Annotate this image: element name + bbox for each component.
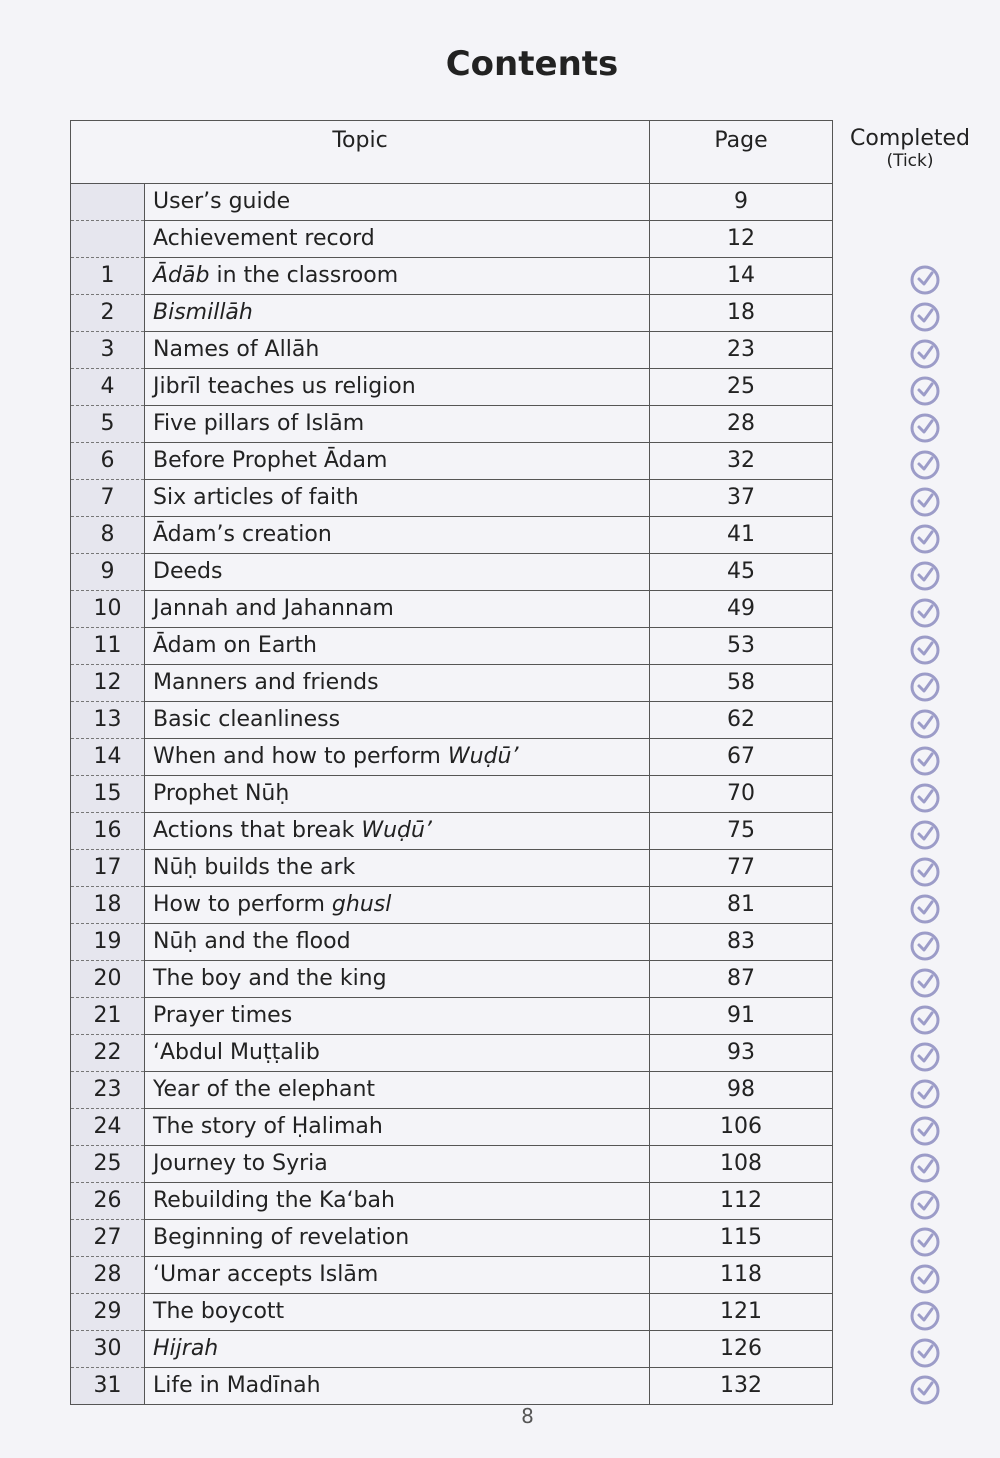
chapter-page: 25 xyxy=(650,369,833,406)
topic-italic-part: Wuḍū’ xyxy=(447,744,519,769)
topic-text: How to perform xyxy=(153,892,332,917)
chapter-page: 9 xyxy=(650,184,833,221)
table-row xyxy=(71,1072,833,1109)
topic-text: Jibrīl teaches us religion xyxy=(153,374,416,399)
chapter-page: 121 xyxy=(650,1294,833,1331)
chapter-number: 4 xyxy=(71,369,145,406)
topic-text: When and how to perform xyxy=(153,744,448,769)
check-circle-icon[interactable] xyxy=(910,1190,940,1220)
table-row xyxy=(71,702,833,739)
chapter-topic xyxy=(145,258,650,295)
header-topic: Topic xyxy=(71,121,650,184)
topic-text: Before Prophet Ādam xyxy=(153,448,388,473)
chapter-topic xyxy=(145,1257,650,1294)
chapter-number: 16 xyxy=(71,813,145,850)
check-circle-icon[interactable] xyxy=(910,265,940,295)
table-row xyxy=(71,1035,833,1072)
chapter-page: 93 xyxy=(650,1035,833,1072)
check-circle-icon[interactable] xyxy=(910,709,940,739)
chapter-number: 21 xyxy=(71,998,145,1035)
topic-text: Actions that break xyxy=(153,818,362,843)
chapter-topic xyxy=(145,406,650,443)
chapter-page: 53 xyxy=(650,628,833,665)
chapter-page: 28 xyxy=(650,406,833,443)
table-body xyxy=(71,184,833,1405)
topic-text: Manners and friends xyxy=(153,670,379,695)
chapter-topic xyxy=(145,332,650,369)
chapter-number: 3 xyxy=(71,332,145,369)
topic-italic-part: ghusl xyxy=(331,892,392,917)
chapter-page: 12 xyxy=(650,221,833,258)
topic-text: The story of Ḥalimah xyxy=(153,1114,383,1139)
table-row xyxy=(71,1220,833,1257)
chapter-topic xyxy=(145,628,650,665)
topic-text: Jannah and Jahannam xyxy=(153,596,394,621)
chapter-page: 106 xyxy=(650,1109,833,1146)
chapter-page: 45 xyxy=(650,554,833,591)
chapter-page: 41 xyxy=(650,517,833,554)
check-circle-icon[interactable] xyxy=(910,635,940,665)
chapter-topic xyxy=(145,1331,650,1368)
chapter-number: 17 xyxy=(71,850,145,887)
check-circle-icon[interactable] xyxy=(910,672,940,702)
chapter-topic xyxy=(145,1146,650,1183)
check-circle-icon[interactable] xyxy=(910,1042,940,1072)
topic-text: Prophet Nūḥ xyxy=(153,781,290,806)
chapter-page: 67 xyxy=(650,739,833,776)
chapter-page: 32 xyxy=(650,443,833,480)
chapter-number: 26 xyxy=(71,1183,145,1220)
chapter-page: 37 xyxy=(650,480,833,517)
chapter-page: 23 xyxy=(650,332,833,369)
chapter-page: 70 xyxy=(650,776,833,813)
chapter-topic xyxy=(145,1294,650,1331)
check-circle-icon[interactable] xyxy=(910,1153,940,1183)
chapter-page: 132 xyxy=(650,1368,833,1405)
contents-table xyxy=(70,120,833,1405)
check-circle-icon[interactable] xyxy=(910,1375,940,1405)
chapter-topic xyxy=(145,776,650,813)
chapter-number: 6 xyxy=(71,443,145,480)
topic-italic-part: Wuḍū’ xyxy=(361,818,432,843)
check-circle-icon[interactable] xyxy=(910,487,940,517)
chapter-topic xyxy=(145,591,650,628)
table-row xyxy=(71,295,833,332)
check-circle-icon[interactable] xyxy=(910,339,940,369)
chapter-number: 9 xyxy=(71,554,145,591)
check-circle-icon[interactable] xyxy=(910,1116,940,1146)
chapter-topic xyxy=(145,1220,650,1257)
topic-text: Five pillars of Islām xyxy=(153,411,365,436)
chapter-number: 5 xyxy=(71,406,145,443)
table-row xyxy=(71,813,833,850)
chapter-number: 30 xyxy=(71,1331,145,1368)
topic-text: Rebuilding the Ka‘bah xyxy=(153,1188,395,1213)
header-completed xyxy=(840,126,980,171)
table-row xyxy=(71,1109,833,1146)
table-row xyxy=(71,480,833,517)
table-row xyxy=(71,665,833,702)
chapter-number: 31 xyxy=(71,1368,145,1405)
topic-text: The boy and the king xyxy=(153,966,387,991)
chapter-page: 18 xyxy=(650,295,833,332)
chapter-topic xyxy=(145,554,650,591)
table-row xyxy=(71,1368,833,1405)
chapter-topic xyxy=(145,1109,650,1146)
chapter-topic xyxy=(145,369,650,406)
table-row xyxy=(71,332,833,369)
chapter-number: 1 xyxy=(71,258,145,295)
check-circle-icon[interactable] xyxy=(910,524,940,554)
chapter-page: 62 xyxy=(650,702,833,739)
topic-text: Life in Madīnah xyxy=(153,1373,321,1398)
check-circle-icon[interactable] xyxy=(910,857,940,887)
table-row xyxy=(71,1257,833,1294)
chapter-number: 12 xyxy=(71,665,145,702)
chapter-topic xyxy=(145,443,650,480)
table-row xyxy=(71,887,833,924)
chapter-topic xyxy=(145,184,650,221)
topic-text: Prayer times xyxy=(153,1003,293,1028)
topic-text: Six articles of faith xyxy=(153,485,359,510)
chapter-topic xyxy=(145,813,650,850)
check-circle-icon[interactable] xyxy=(910,1338,940,1368)
chapter-topic xyxy=(145,665,650,702)
chapter-number: 18 xyxy=(71,887,145,924)
table-header-row xyxy=(71,121,833,184)
table-row xyxy=(71,961,833,998)
chapter-number: 29 xyxy=(71,1294,145,1331)
topic-text: Nūḥ and the flood xyxy=(153,929,351,954)
table-row xyxy=(71,554,833,591)
check-circle-icon[interactable] xyxy=(910,746,940,776)
table-row xyxy=(71,406,833,443)
chapter-page: 77 xyxy=(650,850,833,887)
check-circle-icon[interactable] xyxy=(910,968,940,998)
check-circle-icon[interactable] xyxy=(910,561,940,591)
topic-text: Achievement record xyxy=(153,226,375,251)
chapter-topic xyxy=(145,961,650,998)
topic-text: Hijrah xyxy=(153,1336,219,1361)
check-circle-icon[interactable] xyxy=(910,1005,940,1035)
topic-italic-part: Ādāb xyxy=(153,263,210,288)
chapter-number: 27 xyxy=(71,1220,145,1257)
page-title: Contents xyxy=(445,44,619,84)
chapter-page: 83 xyxy=(650,924,833,961)
chapter-page: 91 xyxy=(650,998,833,1035)
check-circle-icon[interactable] xyxy=(910,450,940,480)
check-circle-icon[interactable] xyxy=(910,1301,940,1331)
table-row xyxy=(71,1146,833,1183)
chapter-topic xyxy=(145,1368,650,1405)
topic-text: ‘Umar accepts Islām xyxy=(153,1262,379,1287)
chapter-topic xyxy=(145,702,650,739)
table-row xyxy=(71,184,833,221)
topic-text: Basic cleanliness xyxy=(153,707,341,732)
chapter-page: 87 xyxy=(650,961,833,998)
chapter-number: 28 xyxy=(71,1257,145,1294)
check-circle-icon[interactable] xyxy=(910,783,940,813)
chapter-topic xyxy=(145,998,650,1035)
check-circle-icon[interactable] xyxy=(910,302,940,332)
table-row xyxy=(71,1331,833,1368)
check-circle-icon[interactable] xyxy=(910,1264,940,1294)
table-row xyxy=(71,1294,833,1331)
chapter-number: 24 xyxy=(71,1109,145,1146)
table-row xyxy=(71,850,833,887)
topic-text: Beginning of revelation xyxy=(153,1225,410,1250)
topic-text: ‘Abdul Muṭṭalib xyxy=(153,1040,320,1065)
chapter-number: 11 xyxy=(71,628,145,665)
table-row xyxy=(71,628,833,665)
chapter-number: 22 xyxy=(71,1035,145,1072)
table-row xyxy=(71,739,833,776)
chapter-topic xyxy=(145,1072,650,1109)
chapter-page: 118 xyxy=(650,1257,833,1294)
table-row xyxy=(71,591,833,628)
table-row xyxy=(71,258,833,295)
page-number: 8 xyxy=(521,1404,534,1428)
check-circle-icon[interactable] xyxy=(910,894,940,924)
header-completed-note: (Tick) xyxy=(886,151,934,171)
topic-text: Year of the elephant xyxy=(153,1077,376,1102)
chapter-page: 75 xyxy=(650,813,833,850)
chapter-topic xyxy=(145,221,650,258)
check-circle-icon[interactable] xyxy=(910,413,940,443)
table-row xyxy=(71,369,833,406)
check-circle-icon[interactable] xyxy=(910,1079,940,1109)
chapter-page: 58 xyxy=(650,665,833,702)
chapter-page: 112 xyxy=(650,1183,833,1220)
table-row xyxy=(71,517,833,554)
chapter-page: 126 xyxy=(650,1331,833,1368)
header-completed-label: Completed xyxy=(850,126,970,151)
table-row xyxy=(71,776,833,813)
topic-text: Nūḥ builds the ark xyxy=(153,855,356,880)
topic-text: Journey to Syria xyxy=(153,1151,328,1176)
check-circle-icon[interactable] xyxy=(910,931,940,961)
chapter-topic xyxy=(145,739,650,776)
header-page: Page xyxy=(650,121,833,184)
topic-text: The boycott xyxy=(153,1299,285,1324)
chapter-number: 10 xyxy=(71,591,145,628)
chapter-topic xyxy=(145,480,650,517)
chapter-number: 2 xyxy=(71,295,145,332)
chapter-number xyxy=(71,184,145,221)
chapter-number: 23 xyxy=(71,1072,145,1109)
topic-text: Names of Allāh xyxy=(153,337,320,362)
chapter-topic xyxy=(145,517,650,554)
chapter-page: 108 xyxy=(650,1146,833,1183)
chapter-page: 14 xyxy=(650,258,833,295)
topic-text: in the classroom xyxy=(209,263,399,288)
chapter-topic xyxy=(145,887,650,924)
chapter-page: 115 xyxy=(650,1220,833,1257)
table-row xyxy=(71,1183,833,1220)
chapter-number: 20 xyxy=(71,961,145,998)
topic-text: Bismillāh xyxy=(153,300,253,325)
chapter-topic xyxy=(145,850,650,887)
chapter-number: 8 xyxy=(71,517,145,554)
chapter-number: 19 xyxy=(71,924,145,961)
chapter-page: 81 xyxy=(650,887,833,924)
chapter-number: 15 xyxy=(71,776,145,813)
table-row xyxy=(71,443,833,480)
chapter-number: 13 xyxy=(71,702,145,739)
chapter-topic xyxy=(145,295,650,332)
chapter-topic xyxy=(145,1183,650,1220)
chapter-topic xyxy=(145,1035,650,1072)
chapter-number: 7 xyxy=(71,480,145,517)
topic-text: Ādam’s creation xyxy=(153,522,332,547)
table-row xyxy=(71,924,833,961)
check-circle-icon[interactable] xyxy=(910,820,940,850)
chapter-number: 25 xyxy=(71,1146,145,1183)
topic-text: Deeds xyxy=(153,559,223,584)
check-circle-icon[interactable] xyxy=(910,598,940,628)
chapter-number xyxy=(71,221,145,258)
chapter-number: 14 xyxy=(71,739,145,776)
topic-text: User’s guide xyxy=(153,189,291,214)
table-row xyxy=(71,998,833,1035)
chapter-topic xyxy=(145,924,650,961)
topic-text: Ādam on Earth xyxy=(153,633,317,658)
table-row xyxy=(71,221,833,258)
check-circle-icon[interactable] xyxy=(910,376,940,406)
chapter-page: 49 xyxy=(650,591,833,628)
chapter-page: 98 xyxy=(650,1072,833,1109)
check-circle-icon[interactable] xyxy=(910,1227,940,1257)
